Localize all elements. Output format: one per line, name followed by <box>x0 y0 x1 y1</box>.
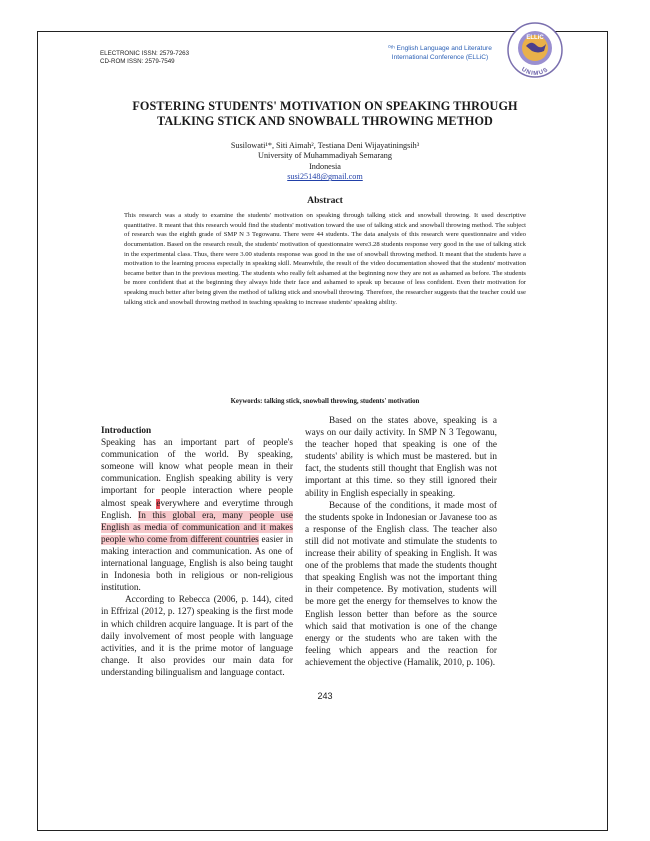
right-paragraph-2: Because of the conditions, it made most of the students spoke in Indonesian or Javanese too as a response of the English class. The teacher also still did not motivate and stimulate the students to increase their ability of speaking in English. It was one of the problems that made the students thought that speaking English was not the important thing in their competence. By motivation, students will be more get the energy for themselves to know the English lesson better than before as the source which said that motivation is one of the change energy or the students who are taken with the feeling which appears and the reaction for achievement the objective (Hamalik, 2010, p. 106). <box>305 500 497 668</box>
author-email-link[interactable]: susi25148@gmail.com <box>287 172 363 182</box>
author-affiliation: University of Muhammadiyah Semarang <box>258 151 392 161</box>
author-block <box>80 141 570 183</box>
issn-cdrom: CD-ROM ISSN: 2579-7549 <box>100 58 175 65</box>
issn-block <box>100 50 189 66</box>
issn-electronic: ELECTRONIC ISSN: 2579-7263 <box>100 50 190 57</box>
left-column <box>101 425 293 679</box>
page-number: 243 <box>317 691 333 701</box>
author-country: Indonesia <box>309 161 341 171</box>
abstract-text: This research was a study to examine the students' motivation on speaking through talking stick and snowball throwing. It used descriptive quantitative. It meant that this research would find the students' motivation toward the use of talking stick and snowball throwing method. The subject of research was the eighth grade of SMP N 3 Tegowanu. There were 44 students. The data analysis of this research were questionnaire and video documentation. Based on the research result, the students' motivation of questionnaire were3.28 students response very good in the use of talking stick in the experimental class. Thus, there were 3.00 students response was good in the use of snowball throwing method. It meant that the students have a motivation to the learning process especially in speaking skill. Meanwhile, the result of the video documentation showed that the students' motivation became better than in the previous meeting. The students who really felt ashamed at the beginning now they are not as ashamed as before. The students be more confident that at the beginning they always hide their face and ashamed to speak up because of less confident. Even their motivation for speaking much better after being given the method of talking stick and snowball throwing. Therefore, the researcher suggests that the teacher could use talking stick and snowball throwing method in teaching speaking to increase students' speaking ability. <box>124 212 526 306</box>
conference-line-2: International Conference (ELLiC) <box>391 54 489 61</box>
right-paragraph-1: Based on the states above, speaking is a ways on our daily activity. In SMP N 3 Tegowanu, the teacher hoped that speaking is one of the students' ability is which must be mastered. but in fact, the students still thought that English was not important at this time. so they still ignored their ability in English especially in speaking. <box>305 416 497 499</box>
title-line-1: FOSTERING STUDENTS' MOTIVATION ON SPEAKING THROUGH <box>132 99 518 113</box>
abstract-heading: Abstract <box>307 195 343 206</box>
section-heading-introduction: Introduction <box>101 426 152 436</box>
conference-name <box>375 44 505 62</box>
ellic-logo <box>505 20 565 80</box>
intro-paragraph-2: According to Rebecca (2006, p. 144), cited in Effrizal (2012, p. 127) speaking is the first mode in which children acquire language. It is part of the daily involvement of most people with language activities, and it is the prime motor of language change. It also provides our main data for understanding bilingualism and language contact. <box>101 595 293 678</box>
intro-p1-text-c: easier in making interaction and communication. As one of international language, English is also being taught in Indonesia both in religious or non-religious institution. <box>101 534 294 594</box>
right-column <box>305 415 497 669</box>
keywords: Keywords: talking stick, snowball throwing, students' motivation <box>230 398 420 405</box>
highlighted-text: In this global era, many people use English as media of communication and it makes people who come from different countries <box>101 510 293 545</box>
intro-p1-text-b: verywhere and everytime through English. <box>101 498 293 521</box>
intro-p1-text-a: Speaking has an important part of people's communication of the world. By speaking, someone will know what people mean in their communication. English speaking ability is very important for people interaction where people almost speak <box>101 438 293 509</box>
highlight-marker: e <box>156 498 161 509</box>
conference-line-1: ⁰ᵗʰ English Language and Literature <box>388 45 492 52</box>
intro-paragraph-1 <box>101 437 293 594</box>
logo-ring-text: UNIMUS <box>520 66 550 78</box>
title-line-2: TALKING STICK AND SNOWBALL THROWING METHOD <box>157 114 493 128</box>
paper-title <box>80 99 570 129</box>
logo-text: ELLiC <box>526 35 544 41</box>
author-names: Susilowati¹*, Siti Aimah², Testiana Deni Wijayatiningsih³ <box>230 141 420 150</box>
